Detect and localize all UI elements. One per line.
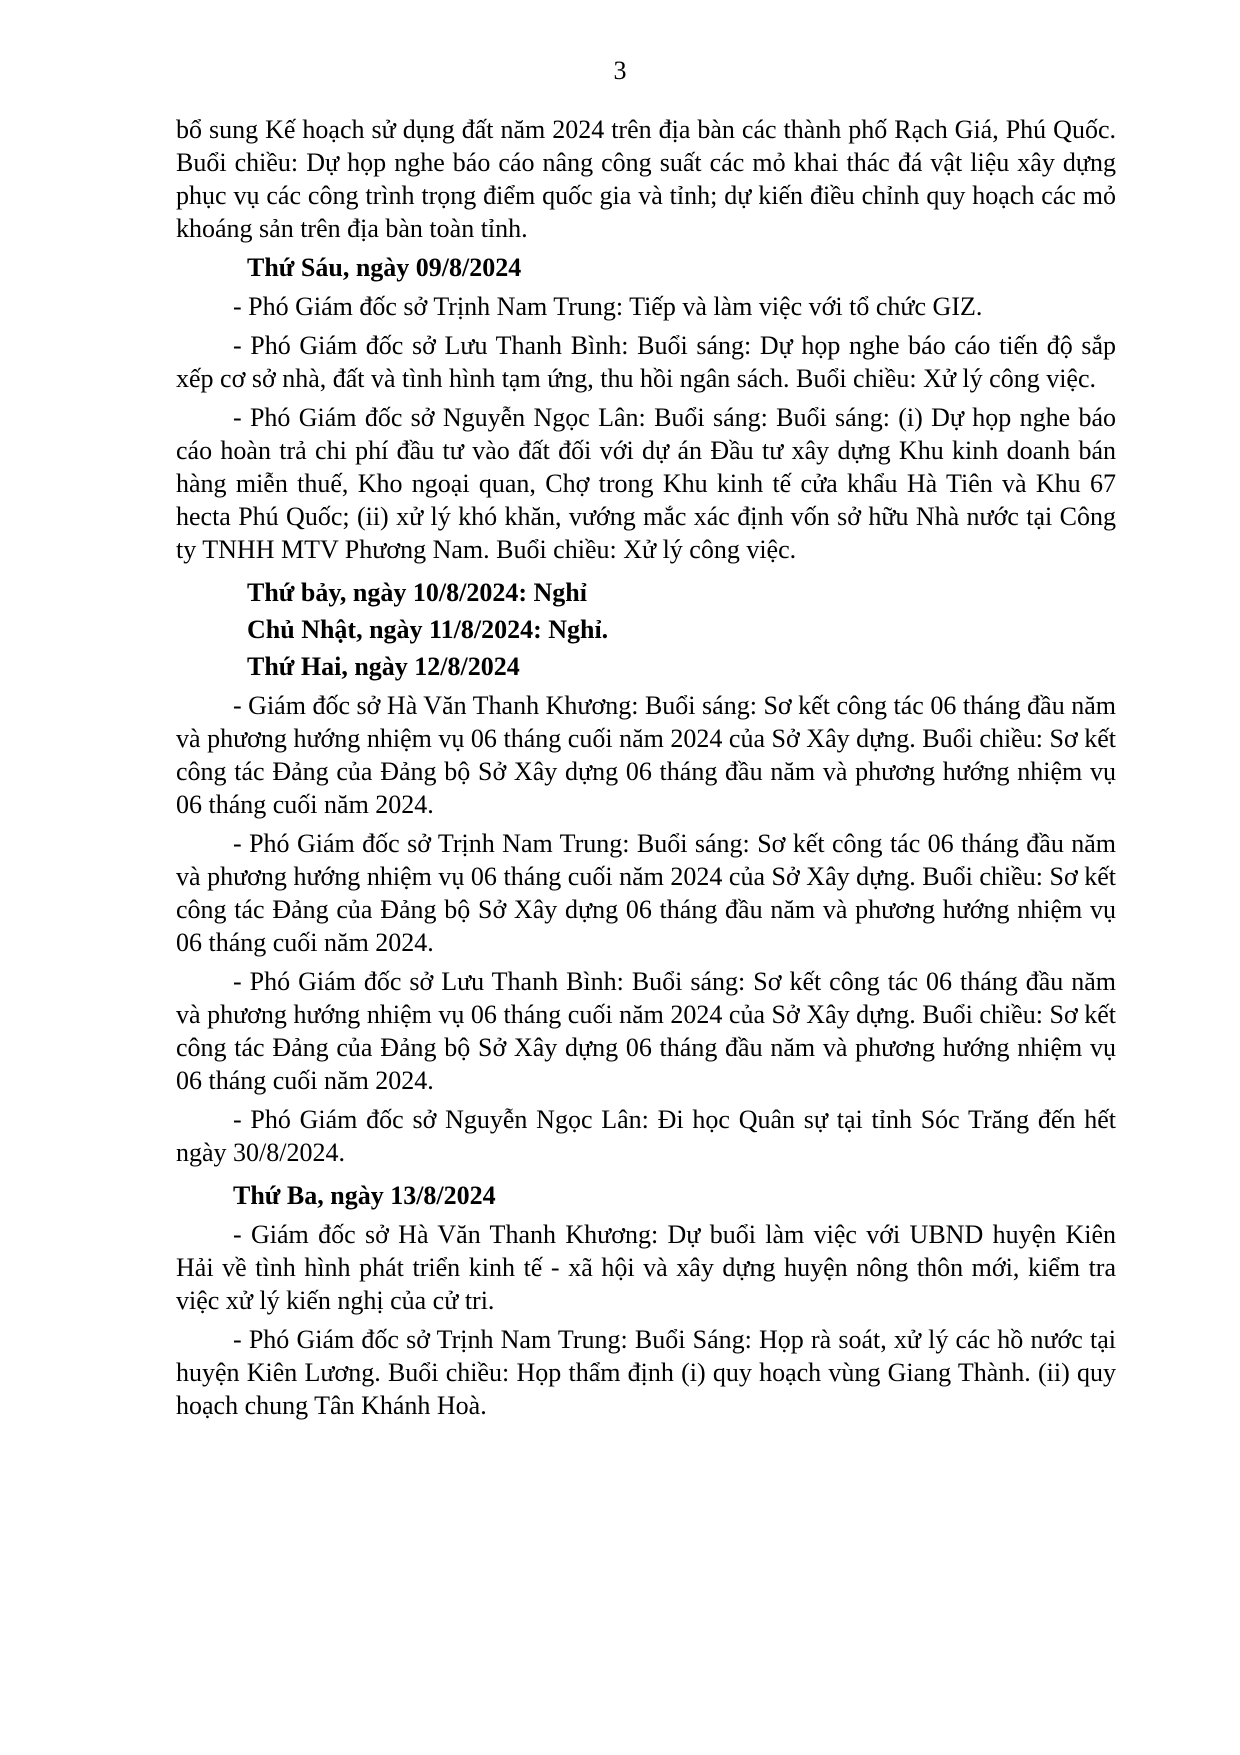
schedule-item: - Phó Giám đốc sở Nguyễn Ngọc Lân: Buổi sáng: Buổi sáng: (i) Dự họp nghe báo cáo hoàn trả chi phí đầu tư vào đất đối với dự án Đầu tư xây dựng Khu kinh doanh bán hàng miễn thuế, Kho ngoại quan, Chợ trong Khu kinh tế cửa khẩu Hà Tiên và Khu 67 hecta Phú Quốc; (ii) xử lý khó khăn, vướng mắc xác định vốn sở hữu Nhà nước tại Công ty TNHH MTV Phương Nam. Buổi chiều: Xử lý công việc.: [176, 403, 1116, 564]
schedule-item: - Giám đốc sở Hà Văn Thanh Khương: Buổi sáng: Sơ kết công tác 06 tháng đầu năm và phương hướng nhiệm vụ 06 tháng cuối năm 2024 của Sở Xây dựng. Buổi chiều: Sơ kết công tác Đảng của Đảng bộ Sở Xây dựng 06 tháng đầu năm và phương hướng nhiệm vụ 06 tháng cuối năm 2024.: [176, 691, 1116, 819]
intro-paragraph: bổ sung Kế hoạch sử dụng đất năm 2024 trên địa bàn các thành phố Rạch Giá, Phú Quốc. Buổi chiều: Dự họp nghe báo cáo nâng công suất các mỏ khai thác đá vật liệu xây dựng phục vụ các công trình trọng điểm quốc gia và tỉnh; dự kiến điều chỉnh quy hoạch các mỏ khoáng sản trên địa bàn toàn tỉnh.: [176, 115, 1116, 243]
schedule-item: - Phó Giám đốc sở Lưu Thanh Bình: Buổi sáng: Sơ kết công tác 06 tháng đầu năm và phương hướng nhiệm vụ 06 tháng cuối năm 2024 của Sở Xây dựng. Buổi chiều: Sơ kết công tác Đảng của Đảng bộ Sở Xây dựng 06 tháng đầu năm và phương hướng nhiệm vụ 06 tháng cuối năm 2024.: [176, 967, 1116, 1095]
schedule-item: - Giám đốc sở Hà Văn Thanh Khương: Dự buổi làm việc với UBND huyện Kiên Hải về tình hình phát triển kinh tế - xã hội và xây dựng huyện nông thôn mới, kiểm tra việc xử lý kiến nghị của cử tri.: [176, 1220, 1116, 1315]
schedule-item: - Phó Giám đốc sở Trịnh Nam Trung: Tiếp và làm việc với tổ chức GIZ.: [233, 292, 983, 321]
day-heading-monday: Thứ Hai, ngày 12/8/2024: [247, 652, 520, 681]
schedule-item: - Phó Giám đốc sở Trịnh Nam Trung: Buổi Sáng: Họp rà soát, xử lý các hồ nước tại huyện Kiên Lương. Buổi chiều: Họp thẩm định (i) quy hoạch vùng Giang Thành. (ii) quy hoạch chung Tân Khánh Hoà.: [176, 1325, 1116, 1420]
document-body: [176, 113, 1116, 1428]
page-number: 3: [613, 56, 627, 85]
schedule-item: - Phó Giám đốc sở Nguyễn Ngọc Lân: Đi học Quân sự tại tỉnh Sóc Trăng đến hết ngày 30/8/2024.: [176, 1105, 1116, 1167]
day-heading-tuesday: Thứ Ba, ngày 13/8/2024: [233, 1181, 496, 1210]
day-heading-friday: Thứ Sáu, ngày 09/8/2024: [247, 253, 522, 282]
schedule-item: - Phó Giám đốc sở Lưu Thanh Bình: Buổi sáng: Dự họp nghe báo cáo tiến độ sắp xếp cơ sở nhà, đất và tình hình tạm ứng, thu hồi ngân sách. Buổi chiều: Xử lý công việc.: [176, 331, 1116, 393]
schedule-item: - Phó Giám đốc sở Trịnh Nam Trung: Buổi sáng: Sơ kết công tác 06 tháng đầu năm và phương hướng nhiệm vụ 06 tháng cuối năm 2024 của Sở Xây dựng. Buổi chiều: Sơ kết công tác Đảng của Đảng bộ Sở Xây dựng 06 tháng đầu năm và phương hướng nhiệm vụ 06 tháng cuối năm 2024.: [176, 829, 1116, 957]
day-heading-sunday: Chủ Nhật, ngày 11/8/2024: Nghỉ.: [247, 615, 609, 644]
day-heading-saturday: Thứ bảy, ngày 10/8/2024: Nghỉ: [247, 578, 587, 607]
